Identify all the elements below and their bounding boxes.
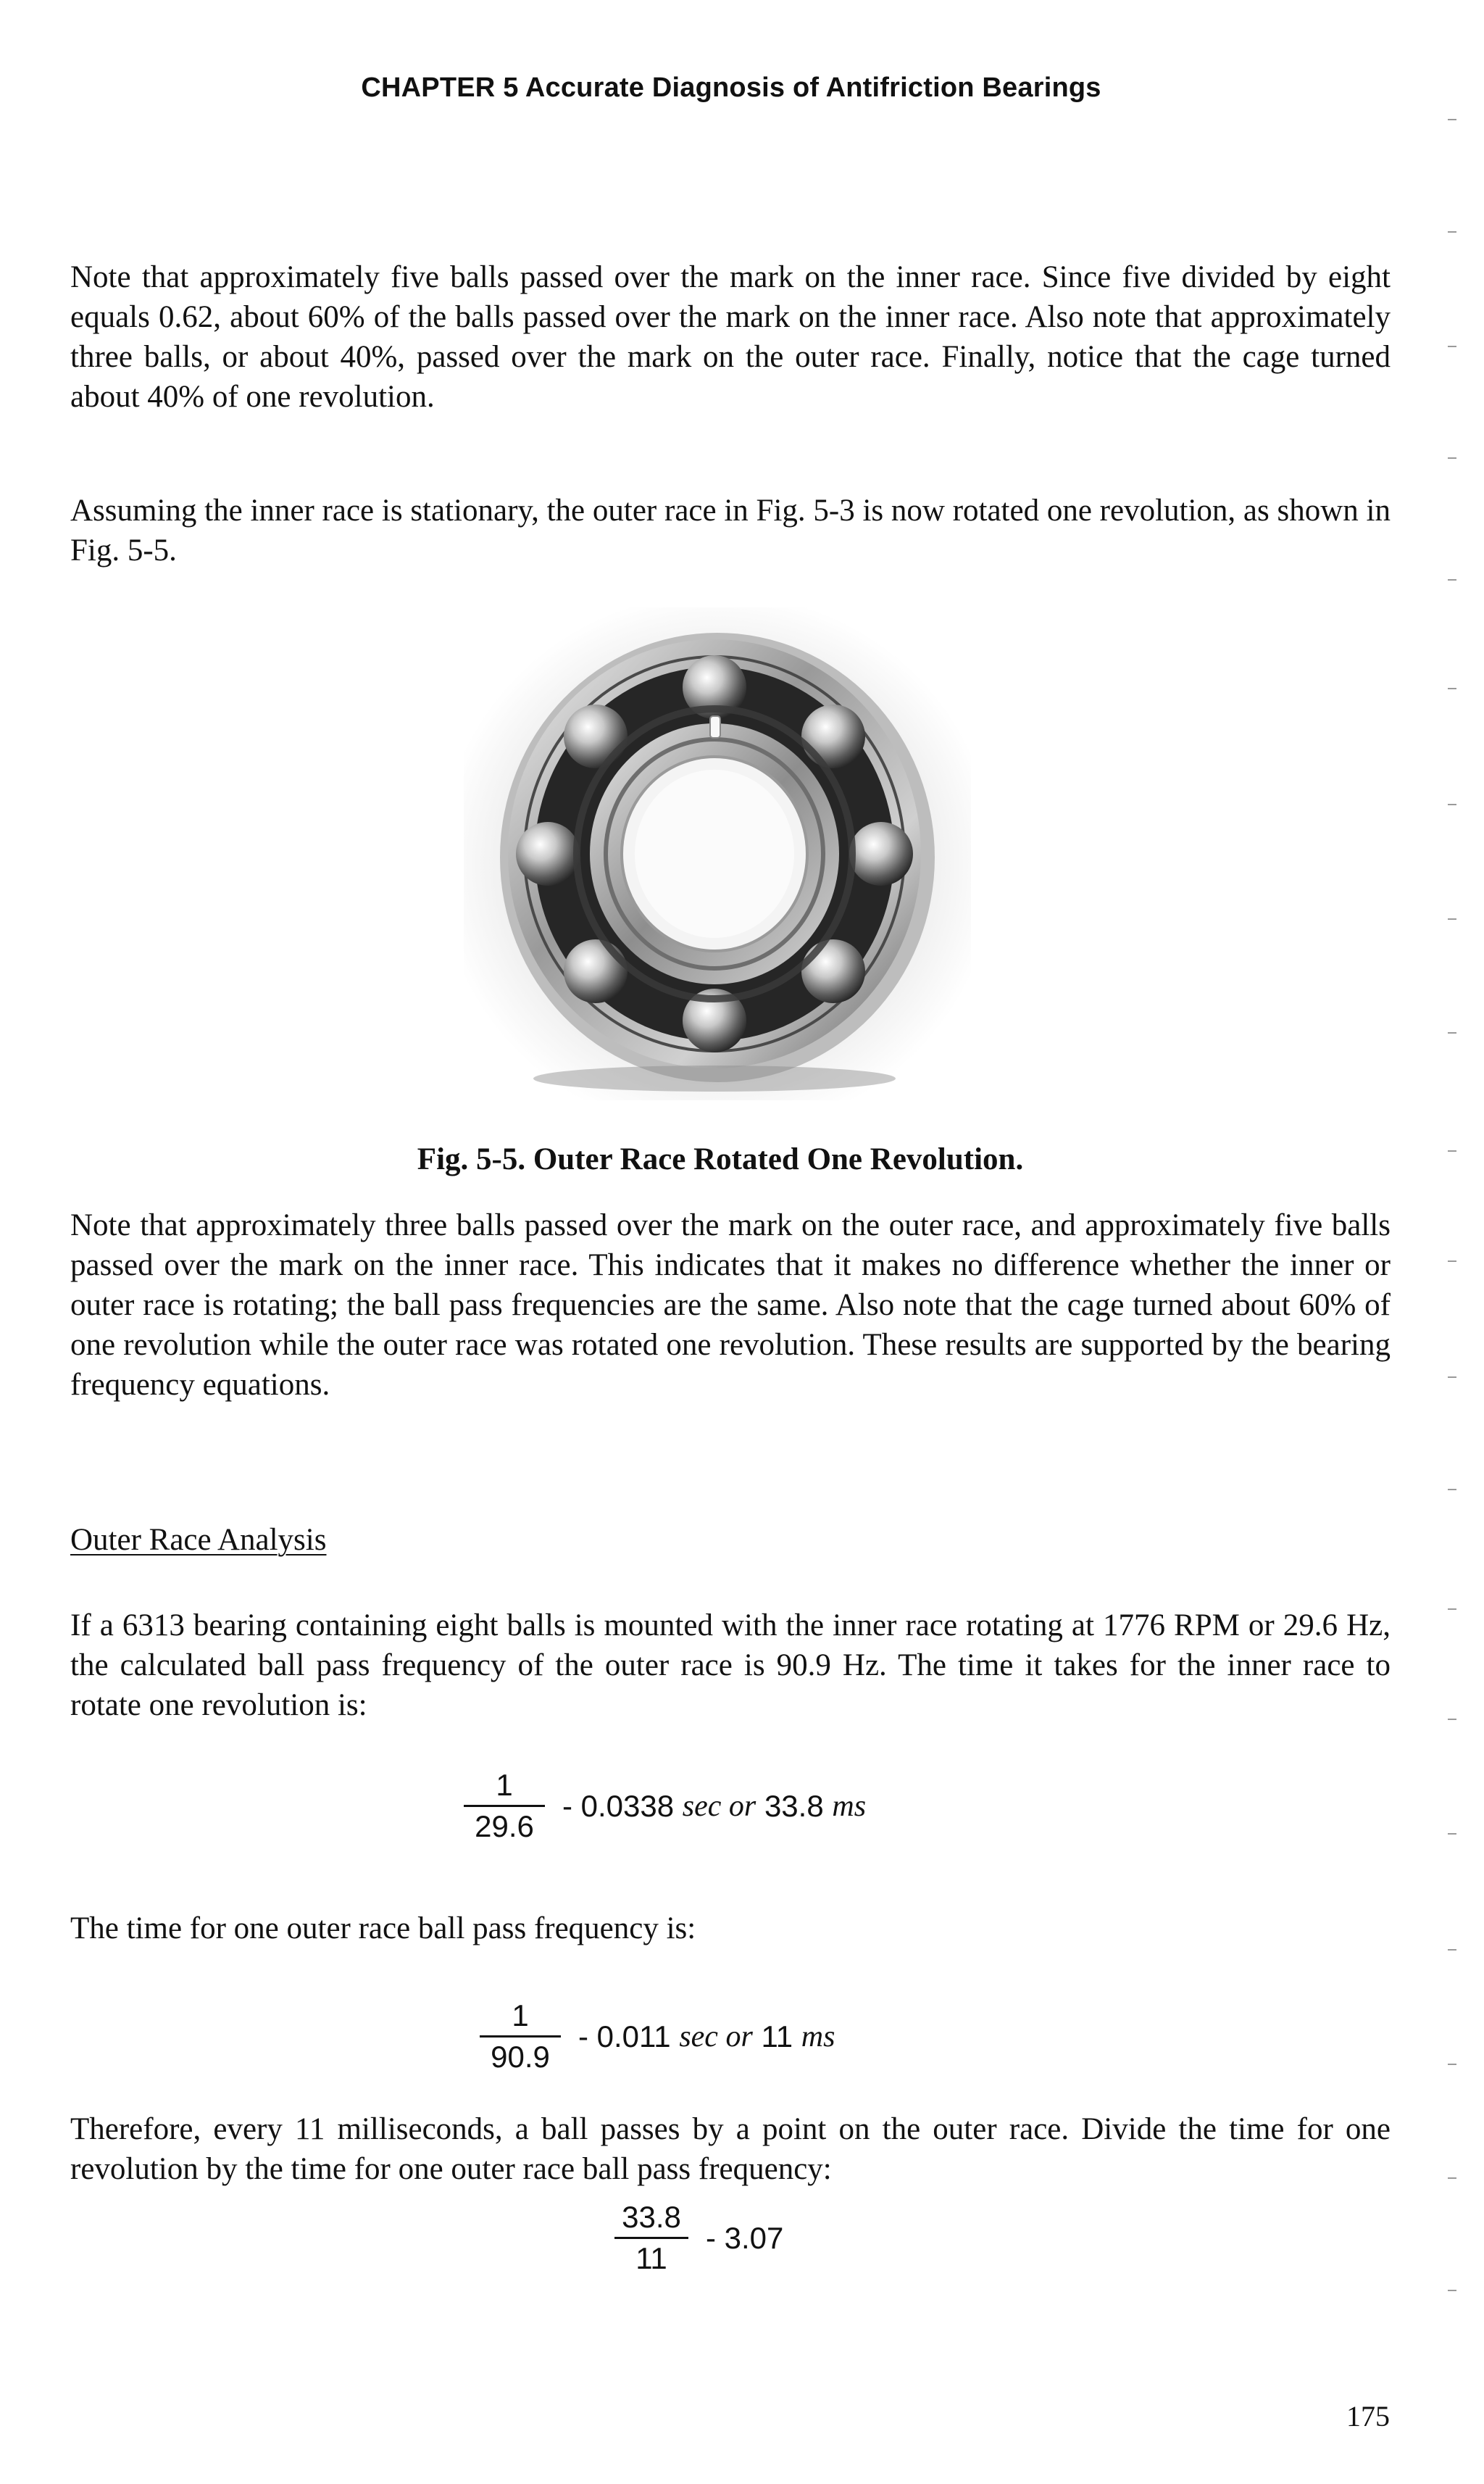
fraction-denominator: 29.6 [475,1809,534,1843]
fraction-numerator: 1 [480,1999,561,2038]
equation-ball-pass-period [480,1999,835,2074]
equation-unit-ms: ms [832,1789,867,1823]
paragraph-6: Therefore, every 11 milliseconds, a ball passes by a point on the outer race. Divide the time for one revolution by the time for one outer race ball pass frequency: [70,2112,1391,2186]
section-heading: Outer Race Analysis [70,1523,327,1557]
running-head: CHAPTER 5 Accurate Diagnosis of Antifriction Bearings [361,72,1101,103]
figure-caption: Fig. 5-5. Outer Race Rotated One Revolution. [417,1142,1024,1176]
page-number: 175 [1346,2400,1390,2433]
ball-bearing-photo [464,607,971,1100]
fraction-numerator: 1 [464,1769,545,1807]
bearing-photo-figure [464,607,971,1100]
fraction [464,1769,545,1843]
paragraph-4: If a 6313 bearing containing eight balls is mounted with the inner race rotating at 1776 RPM or 29.6 Hz, the calculated ball pass frequency of the outer race is 90.9 Hz. The time it takes for the inner race to rotate one revolution is: [70,1608,1391,1722]
fraction-denominator: 11 [635,2241,667,2275]
fraction [480,1999,561,2074]
equation-inner-race-period [464,1769,866,1843]
fraction-denominator: 90.9 [491,2040,550,2074]
equation-result-ms: 11 [752,2019,801,2053]
equation-unit-ms: ms [801,2019,835,2053]
fraction [614,2201,688,2275]
scan-margin-marks [1442,0,1464,2484]
equation-unit: sec or [682,1789,756,1823]
equation-result: - 3.07 [706,2220,784,2255]
equation-ratio [614,2201,783,2275]
paragraph-3: Note that approximately three balls passed over the mark on the outer race, and approximately five balls passed over the mark on the inner race. This indicates that it makes no difference whether the inner or outer race is rotating; the ball pass frequencies are the same. Also note that the cage turned about 60% of one revolution while the outer race was rotated one revolution. These results are supported by the bearing frequency equations. [70,1208,1391,1402]
paragraph-5: The time for one outer race ball pass frequency is: [70,1911,696,1945]
equation-result-ms: 33.8 [756,1788,833,1823]
equation-unit: sec or [679,2019,753,2053]
equation-result: - 0.011 [578,2019,680,2053]
paragraph-1: Note that approximately five balls passed over the mark on the inner race. Since five divided by eight equals 0.62, about 60% of the balls passed over the mark on the inner race. Also note that approximately three balls, or about 40%, passed over the mark on the outer race. Finally, notice that the cage turned about 40% of one revolution. [70,260,1391,414]
equation-result: - 0.0338 [562,1788,683,1823]
fraction-numerator: 33.8 [614,2201,688,2239]
paragraph-2: Assuming the inner race is stationary, the outer race in Fig. 5-3 is now rotated one revolution, as shown in Fig. 5-5. [70,494,1391,568]
